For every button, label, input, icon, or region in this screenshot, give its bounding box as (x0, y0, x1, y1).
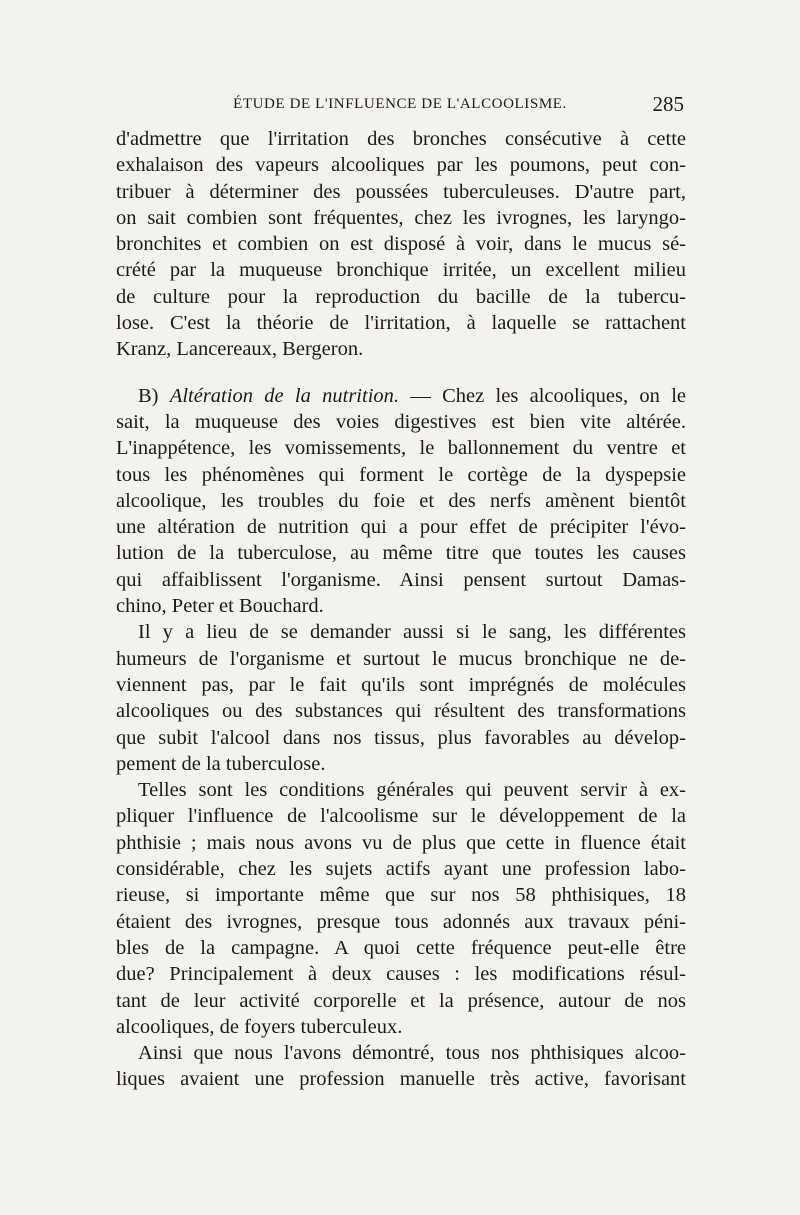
text-line: bronchites et combien on est disposé à voir, dans le mucus sé- (116, 233, 686, 256)
text-line: lution de la tuberculose, au même titre que toutes les causes (116, 542, 686, 565)
text-line: qui affaiblissent l'organisme. Ainsi pensent surtout Damas- (116, 568, 686, 591)
section-heading-line (116, 383, 686, 409)
text-line: une altération de nutrition qui a pour effet de précipiter l'évo- (116, 516, 686, 539)
section-gap (116, 363, 686, 383)
text-line: d'admettre que l'irritation des bronches consécutive à cette (116, 128, 686, 150)
text-line: Kranz, Lancereaux, Bergeron. (116, 338, 364, 361)
text-line: L'inappétence, les vomissements, le ballonnement du ventre et (116, 437, 686, 460)
page-header (116, 92, 684, 122)
text-line: due? Principalement à deux causes : les modifications résul- (116, 963, 686, 986)
running-title: ÉTUDE DE L'INFLUENCE DE L'ALCOOLISME. (233, 96, 567, 112)
text-line: liques avaient une profession manuelle très active, favorisant (116, 1068, 686, 1091)
section-label: B) (138, 384, 159, 407)
text-line: tous les phénomènes qui forment le cortège de la dyspepsie (116, 463, 686, 486)
text-line: lose. C'est la théorie de l'irritation, à laquelle se rattachent (116, 312, 686, 335)
text-line: Il y a lieu de se demander aussi si le sang, les différentes (138, 621, 686, 644)
text-line: considérable, chez les sujets actifs ayant une profession labo- (116, 858, 686, 881)
body-text (116, 126, 686, 1093)
text-line: que subit l'alcool dans nos tissus, plus favorables au dévelop- (116, 726, 686, 749)
text-line: de culture pour la reproduction du bacille de la tubercu- (116, 285, 686, 308)
text-line: tribuer à déterminer des poussées tuberculeuses. D'autre part, (116, 180, 686, 203)
text-line: rieuse, si importante même que sur nos 58 phthisiques, 18 (116, 884, 686, 907)
text-line: humeurs de l'organisme et surtout le mucus bronchique ne de- (116, 647, 686, 670)
text-line: alcoolique, les troubles du foie et des nerfs amènent bientôt (116, 489, 686, 512)
text-line: viennent pas, par le fait qu'ils sont imprégnés de molécules (116, 673, 686, 696)
section-title: Altération de la nutrition. (169, 384, 400, 407)
paragraph (116, 777, 686, 1040)
text-line: étaient des ivrognes, presque tous adonnés aux travaux péni- (116, 910, 686, 933)
text-line: phthisie ; mais nous avons vu de plus que cette in fluence était (116, 831, 686, 854)
text-line: alcooliques, de foyers tuberculeux. (116, 1015, 403, 1038)
paragraph-section-b (116, 383, 686, 620)
page-number: 285 (652, 92, 684, 116)
text-line: Telles sont les conditions générales qui peuvent servir à ex- (138, 779, 686, 802)
text-line: bles de la campagne. A quoi cette fréquence peut-elle être (116, 936, 686, 959)
text-line: exhalaison des vapeurs alcooliques par les poumons, peut con- (116, 154, 686, 177)
text-line: — Chez les alcooliques, on le (399, 384, 686, 407)
text-line: Ainsi que nous l'avons démontré, tous nos phthisiques alcoo- (138, 1042, 686, 1065)
text-line: tant de leur activité corporelle et la présence, autour de nos (116, 989, 686, 1012)
paragraph-continuation (116, 126, 686, 363)
paragraph (116, 1040, 686, 1093)
text-line: on sait combien sont fréquentes, chez les ivrognes, les laryngo- (116, 206, 686, 229)
text-line: alcooliques ou des substances qui résultent des transformations (116, 700, 686, 723)
text-line: crété par la muqueuse bronchique irritée, un excellent milieu (116, 259, 686, 282)
text-line: pement de la tuberculose. (116, 752, 326, 775)
text-line: pliquer l'influence de l'alcoolisme sur le développement de la (116, 805, 686, 828)
text-line: chino, Peter et Bouchard. (116, 595, 324, 618)
text-line: sait, la muqueuse des voies digestives est bien vite altérée. (116, 410, 686, 433)
paragraph (116, 619, 686, 777)
